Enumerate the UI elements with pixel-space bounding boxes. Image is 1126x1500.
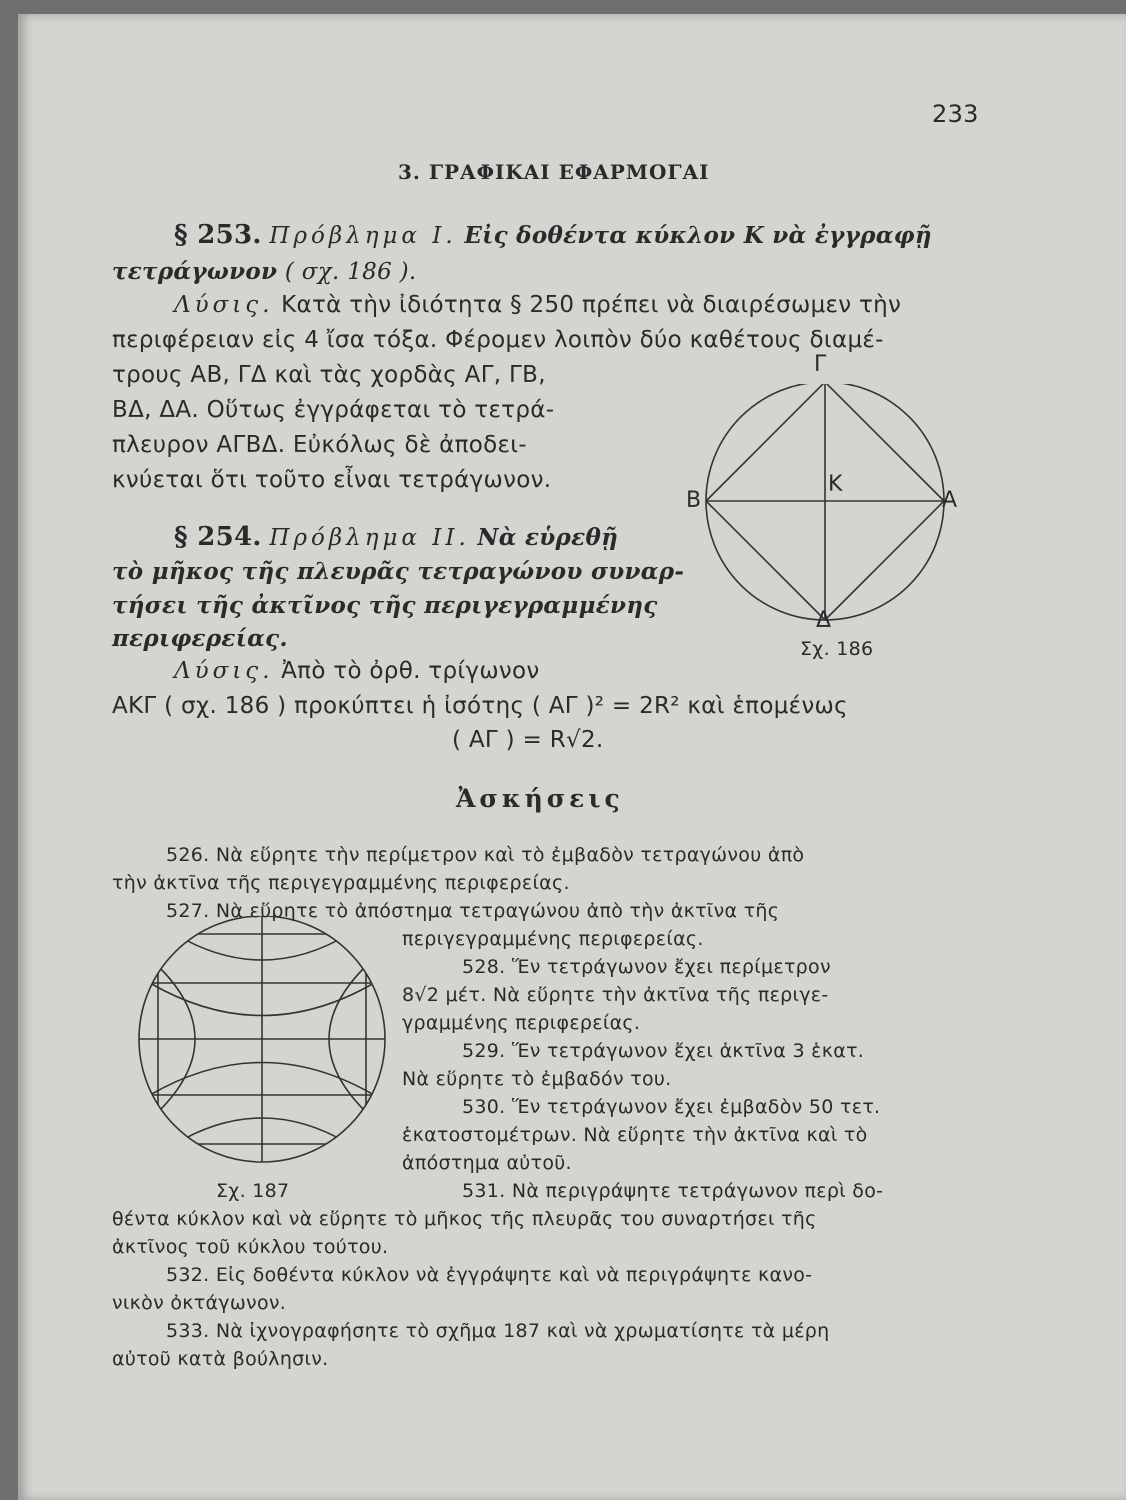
- exercise-528-line3: γραμμένης περιφερείας.: [402, 1012, 641, 1034]
- fig186-chord-1: [825, 384, 944, 501]
- exercise-531-line3: ἀκτῖνος τοῦ κύκλου τούτου.: [112, 1236, 389, 1258]
- exercise-528-line2: 8√2 μέτ. Νὰ εὕρητε τὴν ἀκτῖνα τῆς περιγε-: [402, 984, 829, 1006]
- solution-253-text-2: περιφέρειαν εἰς 4 ἴσα τόξα. Φέρομεν λοιπὸν δύο καθέτους διαμέ-: [112, 327, 884, 353]
- problem-253-title-1: Εἰς δοθέντα κύκλον Κ νὰ ἐγγραφῇ: [464, 222, 932, 249]
- book-page: [18, 14, 1126, 1500]
- figure-186: [700, 384, 960, 644]
- fig186-label-top: Γ: [814, 352, 827, 377]
- problem-253-title-2: τετράγωνον: [112, 258, 278, 285]
- solution-253-text-5: πλευρον ΑΓΒΔ. Εὐκόλως δὲ ἀποδει-: [112, 432, 527, 458]
- problem-254-label: Πρόβλημα II.: [269, 525, 470, 551]
- solution-254-text-3: ( ΑΓ ) = R√2.: [452, 727, 604, 753]
- exercise-533-line2: αὐτοῦ κατὰ βούλησιν.: [112, 1348, 329, 1370]
- problem-253-ref: ( σχ. 186 ).: [284, 259, 417, 285]
- exercise-531-line2: θέντα κύκλον καὶ νὰ εὕρητε τὸ μῆκος τῆς πλευρᾶς του συναρτήσει τῆς: [112, 1208, 817, 1230]
- figure-187: [128, 916, 398, 1166]
- problem-254-title: [174, 522, 618, 552]
- exercise-532-line1: 532. Εἰς δοθέντα κύκλον νὰ ἐγγράψητε καὶ νὰ περιγράψητε κανο-: [166, 1264, 813, 1286]
- solution-253-text-3: τρους ΑΒ, ΓΔ καὶ τὰς χορδὰς ΑΓ, ΓΒ,: [112, 362, 546, 388]
- problem-254-title-2: τὸ μῆκος τῆς πλευρᾶς τετραγώνου συναρ-: [112, 558, 685, 585]
- exercise-529-line1: 529. Ἕν τετράγωνον ἔχει ἀκτῖνα 3 ἑκατ.: [462, 1040, 865, 1062]
- solution-253-text-1: Κατὰ τὴν ἰδιότητα § 250 πρέπει νὰ διαιρέσωμεν τὴν: [281, 292, 902, 318]
- solution-254-text-1: Ἀπὸ τὸ ὀρθ. τρίγωνον: [281, 658, 540, 684]
- fig186-label-left: Β: [686, 488, 702, 513]
- exercise-530-line2: ἑκατοστομέτρων. Νὰ εὕρητε τὴν ἀκτῖνα καὶ τὸ: [402, 1124, 868, 1146]
- problem-254-title-4: περιφερείας.: [112, 625, 288, 652]
- problem-254-title-3: τήσει τῆς ἀκτῖνος τῆς περιγεγραμμένης: [112, 592, 658, 619]
- problem-253-label: Πρόβλημα I.: [269, 223, 457, 249]
- fig186-chord-4: [706, 384, 825, 501]
- solution-254-text-2: ΑΚΓ ( σχ. 186 ) προκύπτει ἡ ἰσότης ( ΑΓ )² = 2R² καὶ ἑπομένως: [112, 693, 848, 719]
- exercise-528-line1: 528. Ἕν τετράγωνον ἔχει περίμετρον: [462, 956, 831, 978]
- exercise-527-line2: περιγεγραμμένης περιφερείας.: [402, 928, 704, 950]
- exercises-heading: Ἀσκήσεις: [456, 784, 624, 813]
- exercise-529-line2: Νὰ εὕρητε τὸ ἐμβαδόν του.: [402, 1068, 672, 1090]
- solution-253-text-6: κνύεται ὅτι τοῦτο εἶναι τετράγωνον.: [112, 467, 552, 493]
- fig186-label-right: Α: [942, 488, 958, 513]
- fig186-chord-3: [706, 501, 825, 620]
- exercise-532-line2: νικὸν ὀκτάγωνον.: [112, 1292, 287, 1314]
- fig186-label-bottom: Δ: [816, 608, 832, 633]
- exercise-526-line2: τὴν ἀκτῖνα τῆς περιγεγραμμένης περιφερείας.: [112, 872, 570, 894]
- problem-253-title: [174, 220, 932, 250]
- section-heading: 3. ΓΡΑΦΙΚΑΙ ΕΦΑΡΜΟΓΑΙ: [398, 160, 710, 184]
- figure-186-caption: Σχ. 186: [800, 638, 874, 660]
- fig186-label-center: Κ: [828, 472, 843, 497]
- page-number: 233: [932, 100, 979, 128]
- exercise-530-line1: 530. Ἕν τετράγωνον ἔχει ἐμβαδὸν 50 τετ.: [462, 1096, 881, 1118]
- solution-253-line1: [174, 292, 901, 318]
- solution-253-text-4: ΒΔ, ΔΑ. Οὕτως ἐγγράφεται τὸ τετρά-: [112, 397, 555, 423]
- exercise-530-line3: ἀπόστημα αὐτοῦ.: [402, 1152, 572, 1174]
- fig186-chord-2: [825, 501, 944, 620]
- exercise-526-line1: 526. Νὰ εὕρητε τὴν περίμετρον καὶ τὸ ἐμβαδὸν τετραγώνου ἀπὸ: [166, 844, 805, 866]
- exercise-531-line1: 531. Νὰ περιγράψητε τετράγωνον περὶ δο-: [462, 1180, 884, 1202]
- problem-253-title-line2: [112, 258, 417, 285]
- figure-187-caption: Σχ. 187: [216, 1180, 290, 1202]
- exercise-533-line1: 533. Νὰ ἰχνογραφήσητε τὸ σχῆμα 187 καὶ νὰ χρωματίσητε τὰ μέρη: [166, 1320, 830, 1342]
- solution-254-line1: [174, 658, 540, 684]
- solution-253-label: Λύσις.: [174, 292, 274, 318]
- problem-253-number: § 253.: [174, 220, 262, 250]
- problem-254-number: § 254.: [174, 522, 262, 552]
- exercise-527-line1: 527. Νὰ εὕρητε τὸ ἀπόστημα τετραγώνου ἀπὸ τὴν ἀκτῖνα τῆς: [166, 900, 780, 922]
- solution-254-label: Λύσις.: [174, 658, 274, 684]
- problem-254-title-1: Νὰ εὑρεθῇ: [477, 524, 619, 551]
